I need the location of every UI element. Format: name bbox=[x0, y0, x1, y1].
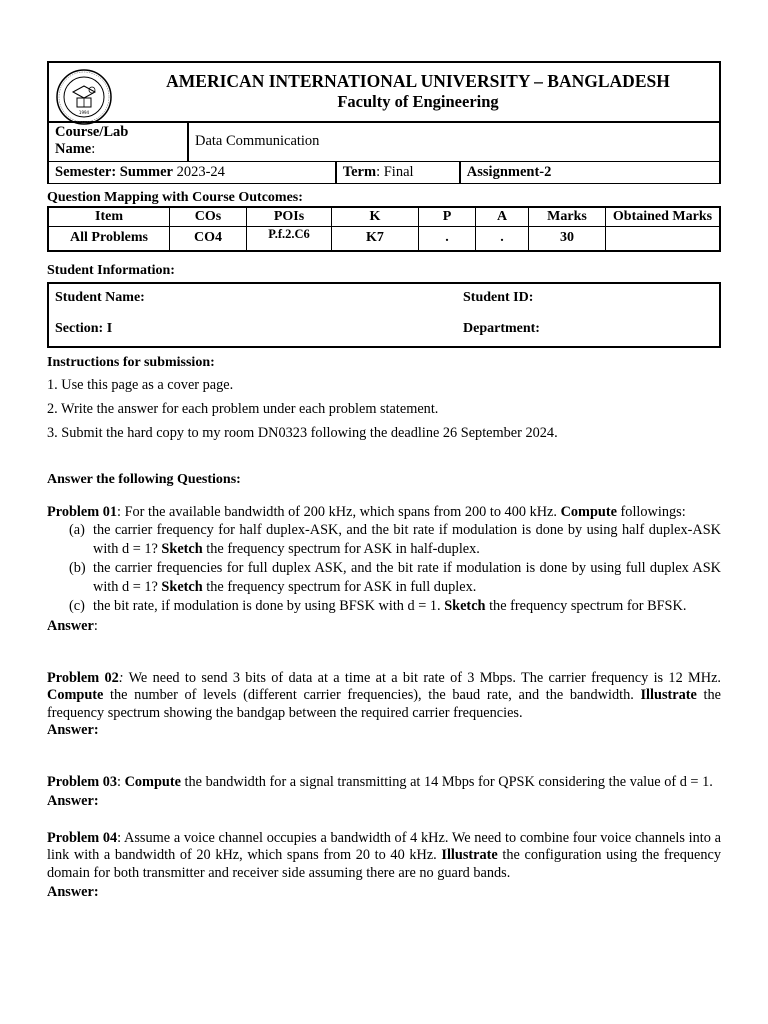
name-colon: : bbox=[91, 141, 96, 157]
problem-01 bbox=[47, 504, 721, 522]
subpart-label: (c) bbox=[69, 598, 85, 614]
answer-label: Answer bbox=[47, 618, 94, 634]
subpart-verb: Sketch bbox=[161, 579, 203, 595]
course-info-table bbox=[47, 121, 721, 184]
assignment-cell bbox=[460, 162, 720, 184]
instruction-item: 3. Submit the hard copy to my room DN0323 following the deadline 26 September 2024. bbox=[47, 424, 558, 441]
header-box bbox=[47, 61, 721, 123]
col-p: P bbox=[419, 207, 476, 227]
problem-03-label: Problem 03 bbox=[47, 773, 118, 790]
subpart-text: the bit rate, if modulation is done by using BFSK with d = 1. bbox=[93, 598, 445, 614]
subpart-text: the frequency spectrum for ASK in half-duplex. bbox=[202, 541, 480, 557]
cell-cos: CO4 bbox=[170, 227, 247, 251]
student-info-box bbox=[47, 282, 721, 348]
problem-01-text: : For the available bandwidth of 200 kHz, which spans from 200 to 400 kHz. bbox=[117, 503, 561, 520]
problem-02-text: the number of levels (different carrier frequencies), the baud rate, and the bandwidth. bbox=[103, 687, 641, 703]
problem-02-text: We need to send 3 bits of data at a time at a bit rate of 3 Mbps. The carrier frequency is 12 MHz. bbox=[123, 669, 721, 686]
semester-cell bbox=[48, 162, 336, 184]
mapping-header-row bbox=[48, 207, 720, 227]
subpart-b bbox=[69, 559, 721, 597]
col-obtained: Obtained Marks bbox=[606, 207, 721, 227]
course-label-cell bbox=[48, 122, 188, 162]
problem-01-tail: followings: bbox=[616, 503, 686, 520]
faculty-name: Faculty of Engineering bbox=[337, 92, 499, 111]
problem-03-answer: Answer: bbox=[47, 793, 99, 809]
student-info-title: Student Information: bbox=[47, 262, 175, 278]
student-name-label: Student Name: bbox=[55, 289, 145, 305]
subpart-verb: Sketch bbox=[161, 541, 203, 557]
problem-01-answer bbox=[47, 618, 721, 636]
cover-page bbox=[47, 61, 721, 902]
instruction-item: 2. Write the answer for each problem under each problem statement. bbox=[47, 400, 439, 417]
section-label: Section: I bbox=[55, 320, 113, 336]
problem-02-colon: : bbox=[118, 669, 124, 686]
assignment-label: Assignment-2 bbox=[466, 164, 552, 180]
problem-02-verb: Compute bbox=[47, 687, 104, 703]
cell-obtained bbox=[606, 227, 721, 251]
subpart-text: the carrier frequency for half duplex-ASK, and the bit rate if modulation is done by using half duplex-ASK with d = 1? bbox=[93, 522, 721, 557]
department-label: Department: bbox=[463, 320, 540, 336]
student-id-label: Student ID: bbox=[463, 289, 534, 305]
name-label: Name bbox=[55, 141, 92, 157]
col-k: K bbox=[332, 207, 419, 227]
subpart-text: the frequency spectrum for ASK in full duplex. bbox=[202, 579, 477, 595]
mapping-data-row bbox=[48, 227, 720, 251]
col-cos: COs bbox=[170, 207, 247, 227]
problem-04-label: Problem 04 bbox=[47, 829, 118, 846]
cell-marks: 30 bbox=[529, 227, 606, 251]
problem-01-verb: Compute bbox=[560, 503, 617, 520]
problem-01-subparts bbox=[47, 521, 721, 616]
subpart-text: the carrier frequencies for full duplex ASK, and the bit rate if modulation is done by using full duplex ASK with d = 1? bbox=[93, 560, 721, 595]
problem-02-text: the frequency spectrum showing the bandgap between the required carrier frequencies. bbox=[47, 687, 721, 721]
cell-item: All Problems bbox=[48, 227, 170, 251]
instructions-title: Instructions for submission: bbox=[47, 354, 215, 370]
term-cell bbox=[336, 162, 460, 184]
problem-04-text: : Assume a voice channel occupies a bandwidth of 4 kHz. We need to combine four voice channels into a link with a bandwidth of 20 kHz, which spans from 20 to 40 kHz. bbox=[47, 829, 721, 863]
course-name: Data Communication bbox=[195, 133, 320, 149]
university-seal-icon bbox=[55, 68, 113, 126]
course-label: Course/Lab bbox=[55, 124, 129, 140]
subpart-c bbox=[69, 597, 721, 616]
subpart-verb: Sketch bbox=[444, 598, 486, 614]
term-value: : Final bbox=[376, 164, 414, 180]
col-item: Item bbox=[48, 207, 170, 227]
problem-04 bbox=[47, 830, 721, 883]
problem-02-verb: Illustrate bbox=[640, 687, 697, 703]
problem-04-answer: Answer: bbox=[47, 884, 99, 900]
col-pois: POIs bbox=[247, 207, 332, 227]
cell-a: . bbox=[476, 227, 529, 251]
problem-02 bbox=[47, 670, 721, 723]
course-name-cell bbox=[188, 122, 720, 162]
problem-03-verb: Compute bbox=[124, 773, 181, 790]
cell-k: K7 bbox=[332, 227, 419, 251]
semester-label: Semester: Summer bbox=[55, 164, 173, 180]
semester-value: 2023-24 bbox=[176, 164, 225, 180]
problem-02-label: Problem 02 bbox=[47, 669, 119, 686]
svg-text:1994: 1994 bbox=[78, 110, 90, 115]
subpart-text: the frequency spectrum for BFSK. bbox=[485, 598, 687, 614]
problem-03 bbox=[47, 774, 721, 792]
problem-01-label: Problem 01 bbox=[47, 503, 118, 520]
problem-03-colon: : bbox=[117, 773, 125, 790]
subpart-label: (a) bbox=[69, 522, 85, 538]
cell-pois: P.f.2.C6 bbox=[247, 227, 332, 251]
instruction-item: 1. Use this page as a cover page. bbox=[47, 376, 234, 393]
answer-colon: : bbox=[93, 618, 98, 634]
questions-title: Answer the following Questions: bbox=[47, 471, 241, 487]
mapping-table bbox=[47, 206, 721, 252]
col-a: A bbox=[476, 207, 529, 227]
col-marks: Marks bbox=[529, 207, 606, 227]
subpart-label: (b) bbox=[69, 560, 86, 576]
subpart-a bbox=[69, 521, 721, 559]
term-label: Term bbox=[342, 164, 377, 180]
university-name: AMERICAN INTERNATIONAL UNIVERSITY – BANGLADESH bbox=[166, 71, 670, 91]
mapping-title: Question Mapping with Course Outcomes: bbox=[47, 190, 303, 205]
problem-04-text: the configuration using the frequency domain for both transmitter and receiver side assuming there are no guard bands. bbox=[47, 847, 721, 881]
cell-p: . bbox=[419, 227, 476, 251]
problem-03-text: the bandwidth for a signal transmitting at 14 Mbps for QPSK considering the value of d = 1. bbox=[180, 773, 713, 790]
problem-04-verb: Illustrate bbox=[441, 847, 498, 863]
problem-02-answer: Answer: bbox=[47, 722, 99, 738]
